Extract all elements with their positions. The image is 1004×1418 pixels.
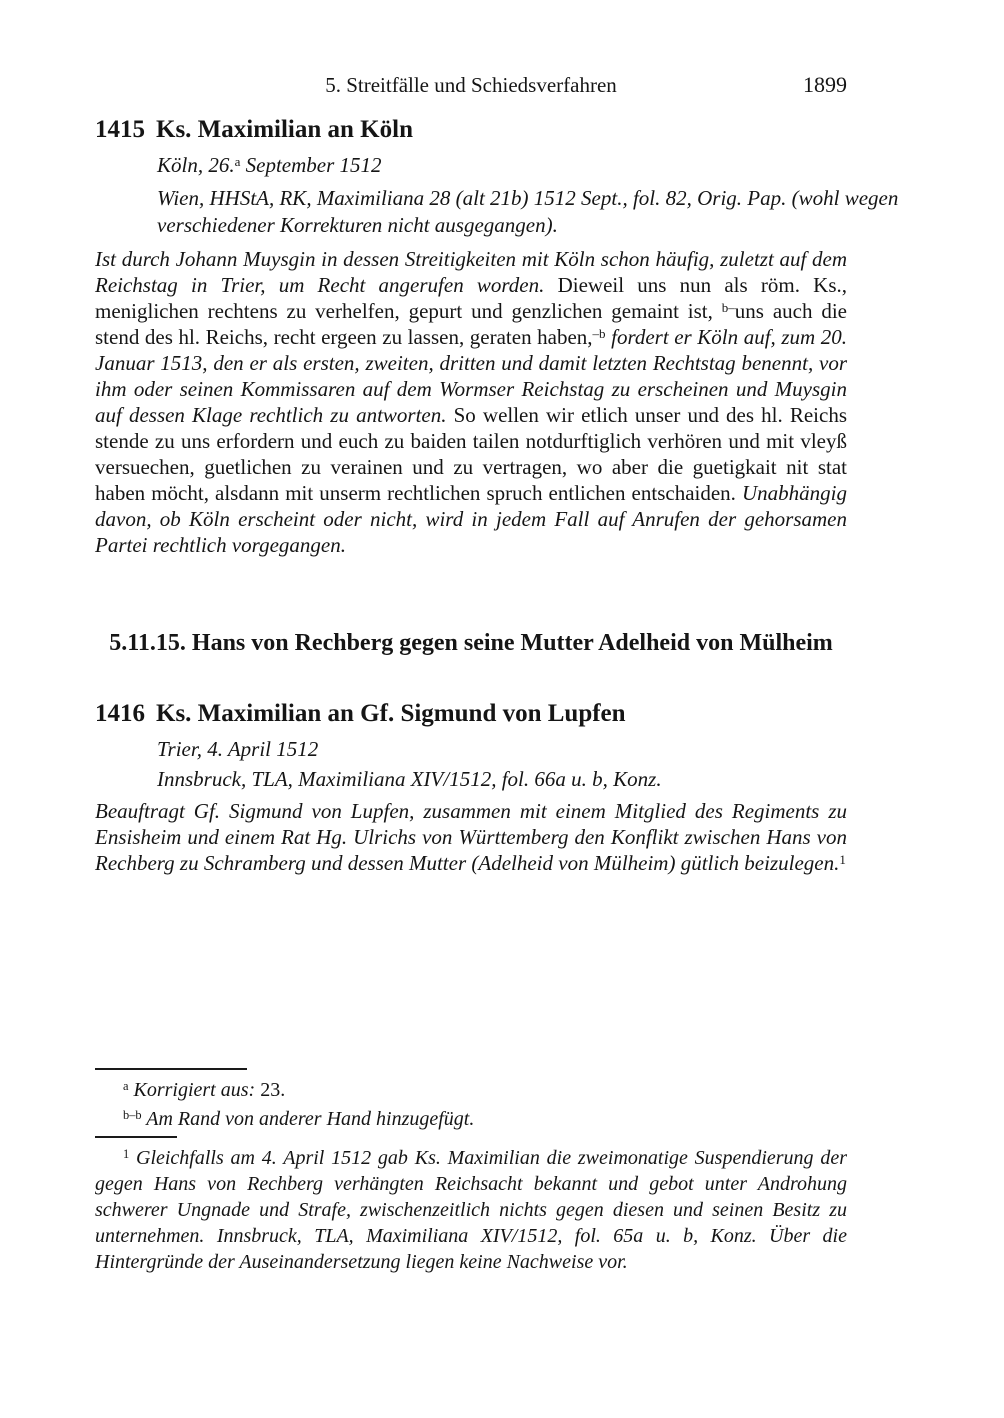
apparatus-notes	[95, 1076, 847, 1134]
footnotes	[95, 1145, 847, 1275]
entry-1416-title	[95, 700, 847, 728]
entry-1416-number: 1416	[95, 700, 145, 727]
entry-1416-title-text: Ks. Maximilian an Gf. Sigmund von Lupfen	[156, 700, 626, 727]
entry-1415-source: Wien, HHStA, RK, Maximiliana 28 (alt 21b) 1512 Sept., fol. 82, Orig. Pap. (wohl wegen verschiedener Korrekturen nicht ausgegangen).	[157, 186, 899, 237]
entry-1415-dateline: Köln, 26.$^a$ September 1512	[157, 153, 382, 177]
entry-1415-title-text: Ks. Maximilian an Köln	[156, 116, 413, 143]
apparatus-divider-rule	[95, 1068, 247, 1070]
entry-1416-source: Innsbruck, TLA, Maximiliana XIV/1512, fol. 66a u. b, Konz.	[157, 767, 662, 791]
section-heading: 5.11.15. Hans von Rechberg gegen seine Mutter Adelheid von Mülheim	[109, 630, 833, 656]
entry-1416-body: Beauftragt Gf. Sigmund von Lupfen, zusammen mit einem Mitglied des Regiments zu Ensisheim und einem Rat Hg. Ulrichs von Württemberg den Konflikt zwischen Hans von Rechberg zu Schramberg und dessen Mutter (Adelheid von Mülheim) gütlich beizulegen.$^1$	[95, 799, 847, 875]
entry-1415-body: Ist durch Johann Muysgin in dessen Streitigkeiten mit Köln schon häufig, zuletzt auf dem Reichstag in Trier, um Recht angerufen worden. Dieweil uns nun als röm. Ks., meniglichen rechtens zu verhelfen, gepurt und genzlichen gemaint ist, $^{b-}$uns auch die stend des hl. Reichs, recht ergeen zu lassen, geraten haben,$^{-b}$ fordert er Köln auf, zum 20. Januar 1513, den er als ersten, zweiten, dritten und damit letzten Rechtstag benennt, vor ihm oder seinen Kommissaren auf dem Wormser Reichstag zu erscheinen und Muysgin auf dessen Klage rechtlich zu antworten. So wellen wir etlich unser und des hl. Reichs stende zu uns erfordern und euch zu baiden tailen notdurftiglich verhören und mit vleyß versuechen, guetlichen zu verainen und zu vertragen, wo aber die guetigkait nit stat haben möcht, alsdann mit unserm rechtlichen spruch entlichen entschaiden. Unabhängig davon, ob Köln erscheint oder nicht, wird in jedem Fall auf Anrufen der gehorsamen Partei rechtlich vorgegangen.	[95, 247, 848, 557]
running-head-title: 5. Streitfälle und Schiedsverfahren	[325, 73, 617, 97]
entry-1415-number: 1415	[95, 116, 145, 143]
apparatus-note-b: $^{b-b}$ Am Rand von anderer Hand hinzugefügt.	[123, 1107, 475, 1130]
apparatus-note-a: $^a$ Korrigiert aus: 23.	[123, 1078, 286, 1101]
page-number: 1899	[803, 72, 847, 97]
running-head	[95, 72, 847, 98]
entry-1416-dateline: Trier, 4. April 1512	[157, 737, 319, 761]
entry-1415-title	[95, 116, 847, 144]
footnote-divider-rule	[95, 1136, 177, 1138]
footnote-1: $^1$ Gleichfalls am 4. April 1512 gab Ks. Maximilian die zweimonatige Suspendierung der gegen Hans von Rechberg verhängten Reichsacht bekannt und gebot unter Androhung schwerer Ungnade und Strafe, zwischenzeitlich nichts gegen diesen und seinen Besitz zu unternehmen. Innsbruck, TLA, Maximiliana XIV/1512, fol. 65a u. b, Konz. Über die Hintergründe der Auseinandersetzung liegen keine Nachweise vor.	[95, 1146, 847, 1273]
